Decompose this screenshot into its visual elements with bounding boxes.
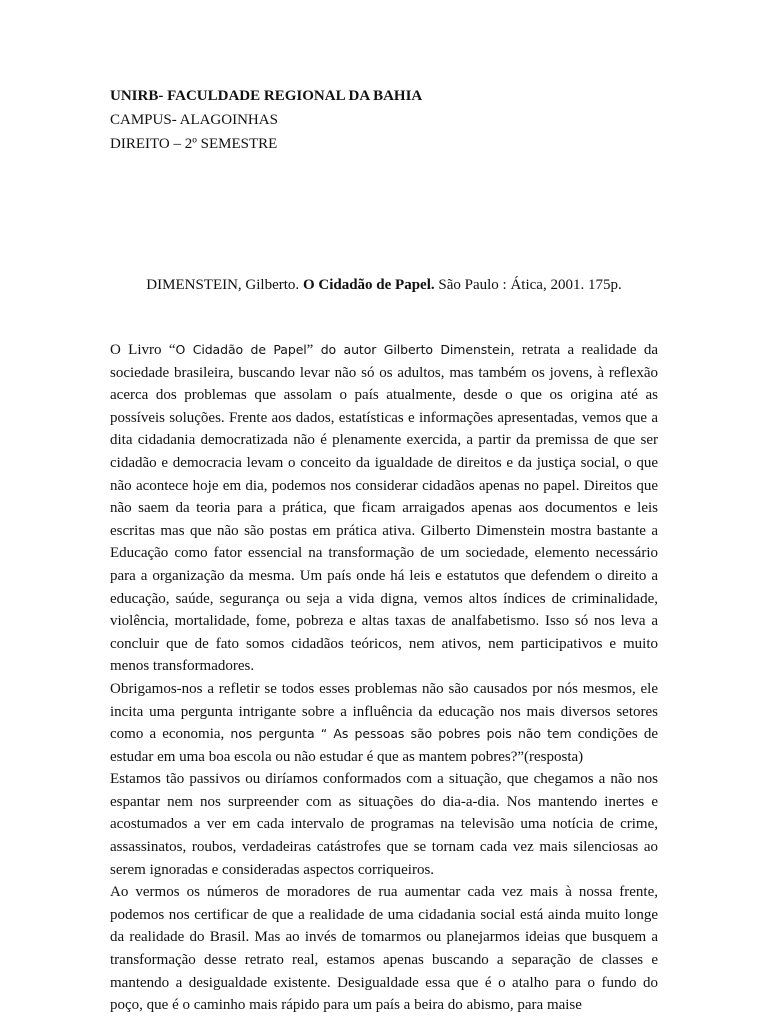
paragraph-4: Ao vermos os números de moradores de rua aumentar cada vez mais à nossa frente, podemos nos certificar de que a realidade de uma cidadania social está ainda muito longe da realidade do Brasil. Mas ao invés de tomarmos ou planejarmos ideias que busquem a transformação desse retrato real, estamos apenas buscando a separação de classes e mantendo a desigualdade existente. Desigualdade essa que é o atalho para o fundo do poço, que é o caminho mais rápido para um país a beira do abismo, para maise (110, 884, 658, 1014)
review-body (110, 339, 658, 1017)
citation-title: O Cidadão de Papel. (302, 277, 435, 293)
book-title-inline: O Cidadão de Papel (175, 342, 307, 357)
paragraph-2 (110, 678, 658, 768)
paragraph-3: Estamos tão passivos ou diríamos conformados com a situação, que chegamos a não nos espantar nem nos surpreender com as situações do dia-a-dia. Nos mantendo inertes e acostumados a ver em cada intervalo de programas na televisão uma notícia de crime, assassinatos, roubos, verdadeiras catástrofes que se tornam cada vez mais silenciosas ao serem ignoradas e consideradas aspectos corriqueiros. (110, 771, 658, 878)
answer-note: (resposta) (524, 748, 584, 765)
campus-name: CAMPUS- ALAGOINHAS (110, 112, 278, 128)
course-semester: DIREITO – 2º SEMESTRE (110, 136, 278, 152)
institution-name: UNIRB- FACULDADE REGIONAL DA BAHIA (110, 88, 423, 104)
document-header (110, 84, 670, 156)
citation-author: DIMENSTEIN, Gilberto. (146, 277, 303, 293)
question-quote-part-2: condições de estudar em uma boa escola ou não estudar é que as mantem pobres?” (110, 726, 658, 765)
paragraph-1-quote-close: ” (306, 342, 321, 358)
paragraph-1 (110, 339, 658, 678)
paragraph-1-text: , retrata a realidade da sociedade brasileira, buscando levar não só os adultos, mas também os jovens, à reflexão acerca dos problemas que assolam o país atualmente, desde o que os origina até as possíveis soluções. Frente aos dados, estatísticas e informações apresentadas, vemos que a dita cidadania democratizada não é plenamente exercida, a partir da premissa de que ser cidadão e democracia levam o conceito da igualdade de direitos e da justiça social, o que não acontece hoje em dia, podemos nos considerar cidadãos apenas no papel. Direitos que não saem da teoria para a prática, que ficam arraigados apenas aos documentos e leis escritas mas que não são postas em prática ativa. Gilberto Dimenstein mostra bastante a Educação como fator essencial na transformação de um sociedade, elemento necessário para a organização da mesma. Um país onde há leis e estatutos que defendem o direito a educação, saúde, segurança ou seja a vida digna, vemos altos índices de criminalidade, violência, mortalidade, fome, pobreza e altas taxas de analfabetismo. Isso só nos leva a concluir que de fato somos cidadãos teóricos, nem ativos, nem participativos e muito menos transformadores. (110, 342, 658, 675)
author-inline: do autor Gilberto Dimenstein (320, 342, 511, 357)
paragraph-1-opening: O Livro “ (110, 342, 176, 358)
question-quote-part-1: nos pergunta “ As pessoas são pobres pois não tem (230, 726, 572, 742)
bibliographic-citation (0, 275, 768, 295)
paragraph-2-text: Obrigamos-nos a refletir se todos esses problemas não são causados por nós mesmos, ele incita uma pergunta intrigante sobre a influência da educação nos mais diversos setores como a economia, (110, 680, 658, 743)
citation-publication: São Paulo : Ática, 2001. 175p. (434, 277, 622, 293)
